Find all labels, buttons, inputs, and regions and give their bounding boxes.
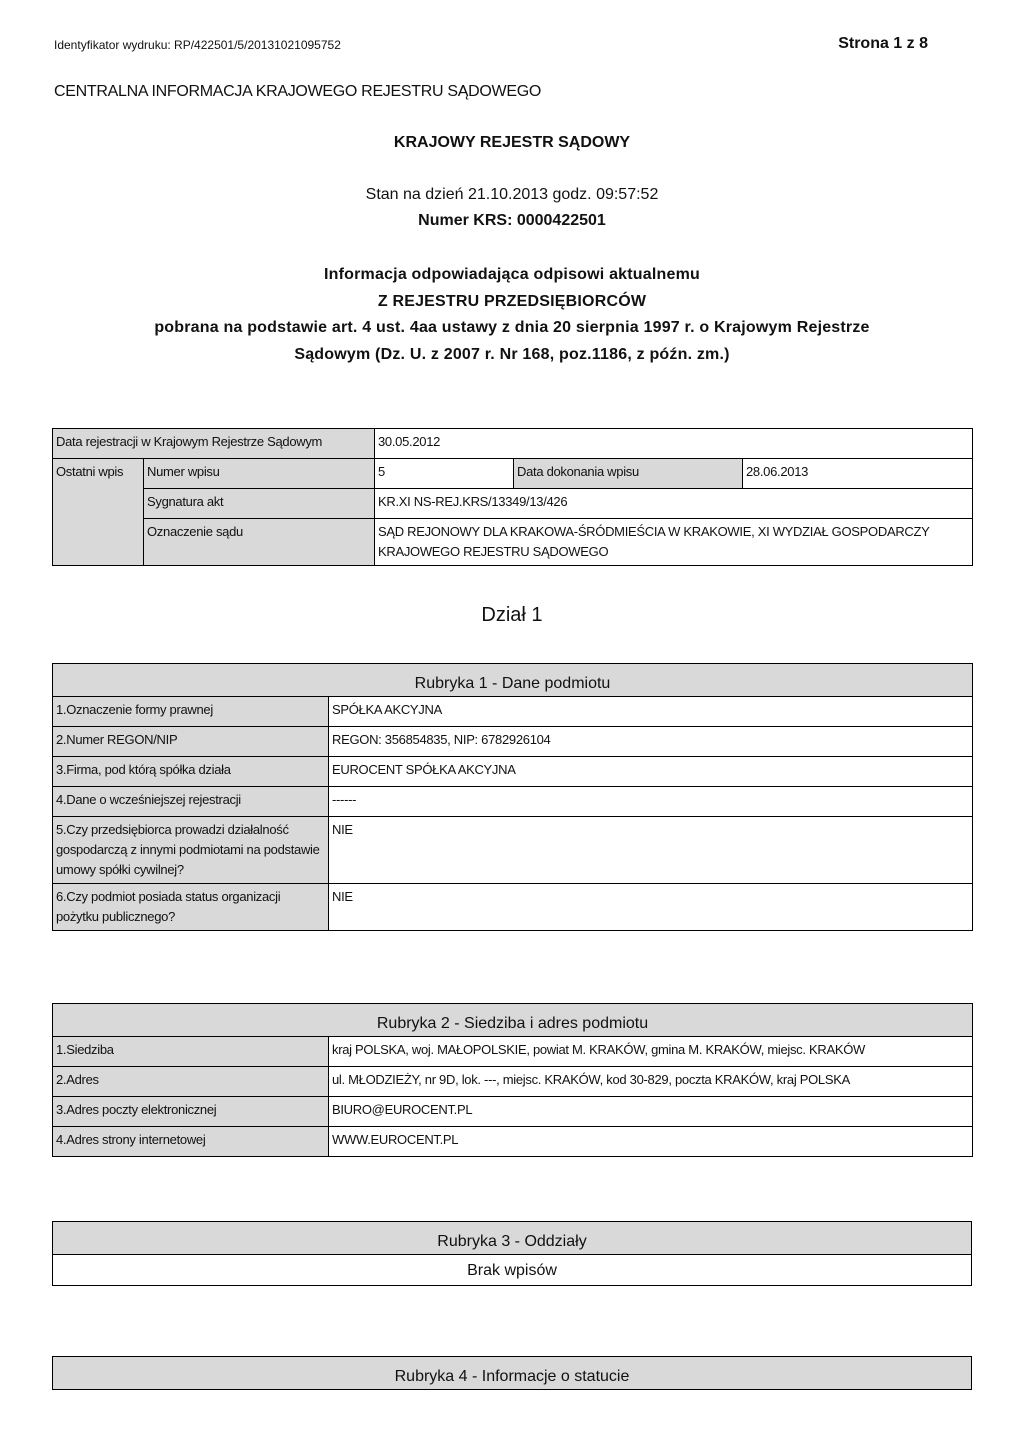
signature-value: KR.XI NS-REJ.KRS/13349/13/426 [375,489,973,519]
table-row-label: 2.Numer REGON/NIP [53,727,329,757]
table-row-value: REGON: 356854835, NIP: 6782926104 [329,727,973,757]
table-row-label: 1.Siedziba [53,1037,329,1067]
registration-table [52,428,973,566]
status-date: Stan na dzień 21.10.2013 godz. 09:57:52 [365,186,659,203]
table-row-value: EUROCENT SPÓŁKA AKCYJNA [329,757,973,787]
table-row-value: WWW.EUROCENT.PL [329,1127,973,1157]
rubryka-3-table [52,1221,972,1286]
page-number: Strona 1 z 8 [838,35,928,52]
table-row-value: ------ [329,787,973,817]
rubryka-1-table [52,663,973,931]
table-row-value: SPÓŁKA AKCYJNA [329,697,973,727]
signature-label: Sygnatura akt [144,489,375,519]
registration-date-value: 30.05.2012 [375,429,973,459]
table-row-value: NIE [329,884,973,931]
table-row-label: 1.Oznaczenie formy prawnej [53,697,329,727]
info-block [0,262,1024,368]
entry-number-value: 5 [375,459,514,489]
table-row-value: BIURO@EUROCENT.PL [329,1097,973,1127]
table-row-value: ul. MŁODZIEŻY, nr 9D, lok. ---, miejsc. KRAKÓW, kod 30-829, poczta KRAKÓW, kraj POLSKA [329,1067,973,1097]
section-heading: Dział 1 [481,604,543,626]
rubryka-4-title: Rubryka 4 - Informacje o statucie [53,1357,972,1390]
rubryka-4-table [52,1356,972,1390]
register-title: KRAJOWY REJESTR SĄDOWY [393,134,631,151]
table-row-label: 4.Adres strony internetowej [53,1127,329,1157]
print-identifier: Identyfikator wydruku: RP/422501/5/20131021095752 [54,38,341,52]
entry-date-value: 28.06.2013 [743,459,973,489]
table-row-label: 6.Czy podmiot posiada status organizacji pożytku publicznego? [53,884,329,931]
court-label: Oznaczenie sądu [144,519,375,566]
rubryka-2-table [52,1003,973,1157]
rubryka-2-title: Rubryka 2 - Siedziba i adres podmiotu [53,1004,973,1037]
registration-date-label: Data rejestracji w Krajowym Rejestrze Sądowym [53,429,375,459]
table-row-label: 5.Czy przedsiębiorca prowadzi działalność gospodarczą z innymi podmiotami na podstawie umowy spółki cywilnej? [53,817,329,884]
central-info-heading: CENTRALNA INFORMACJA KRAJOWEGO REJESTRU SĄDOWEGO [54,83,541,100]
rubryka-1-title: Rubryka 1 - Dane podmiotu [53,664,973,697]
table-row-label: 4.Dane o wcześniejszej rejestracji [53,787,329,817]
entry-number-label: Numer wpisu [144,459,375,489]
empty-entries-text: Brak wpisów [53,1255,972,1286]
last-entry-label: Ostatni wpis [53,459,144,566]
entry-date-label: Data dokonania wpisu [514,459,743,489]
table-row-value: NIE [329,817,973,884]
court-value: SĄD REJONOWY DLA KRAKOWA-ŚRÓDMIEŚCIA W KRAKOWIE, XI WYDZIAŁ GOSPODARCZY KRAJOWEGO REJESTRU SĄDOWEGO [375,519,973,566]
info-line: pobrana na podstawie art. 4 ust. 4aa ustawy z dnia 20 sierpnia 1997 r. o Krajowym Rejestrze [154,319,870,336]
table-row-label: 3.Firma, pod którą spółka działa [53,757,329,787]
krs-number: Numer KRS: 0000422501 [418,212,606,229]
table-row-value: kraj POLSKA, woj. MAŁOPOLSKIE, powiat M. KRAKÓW, gmina M. KRAKÓW, miejsc. KRAKÓW [329,1037,973,1067]
info-line: Informacja odpowiadająca odpisowi aktualnemu [324,266,700,283]
info-line: Sądowym (Dz. U. z 2007 r. Nr 168, poz.1186, z późn. zm.) [294,345,730,363]
table-row-label: 3.Adres poczty elektronicznej [53,1097,329,1127]
table-row-label: 2.Adres [53,1067,329,1097]
rubryka-3-title: Rubryka 3 - Oddziały [53,1222,972,1255]
info-line: Z REJESTRU PRZEDSIĘBIORCÓW [377,292,647,310]
